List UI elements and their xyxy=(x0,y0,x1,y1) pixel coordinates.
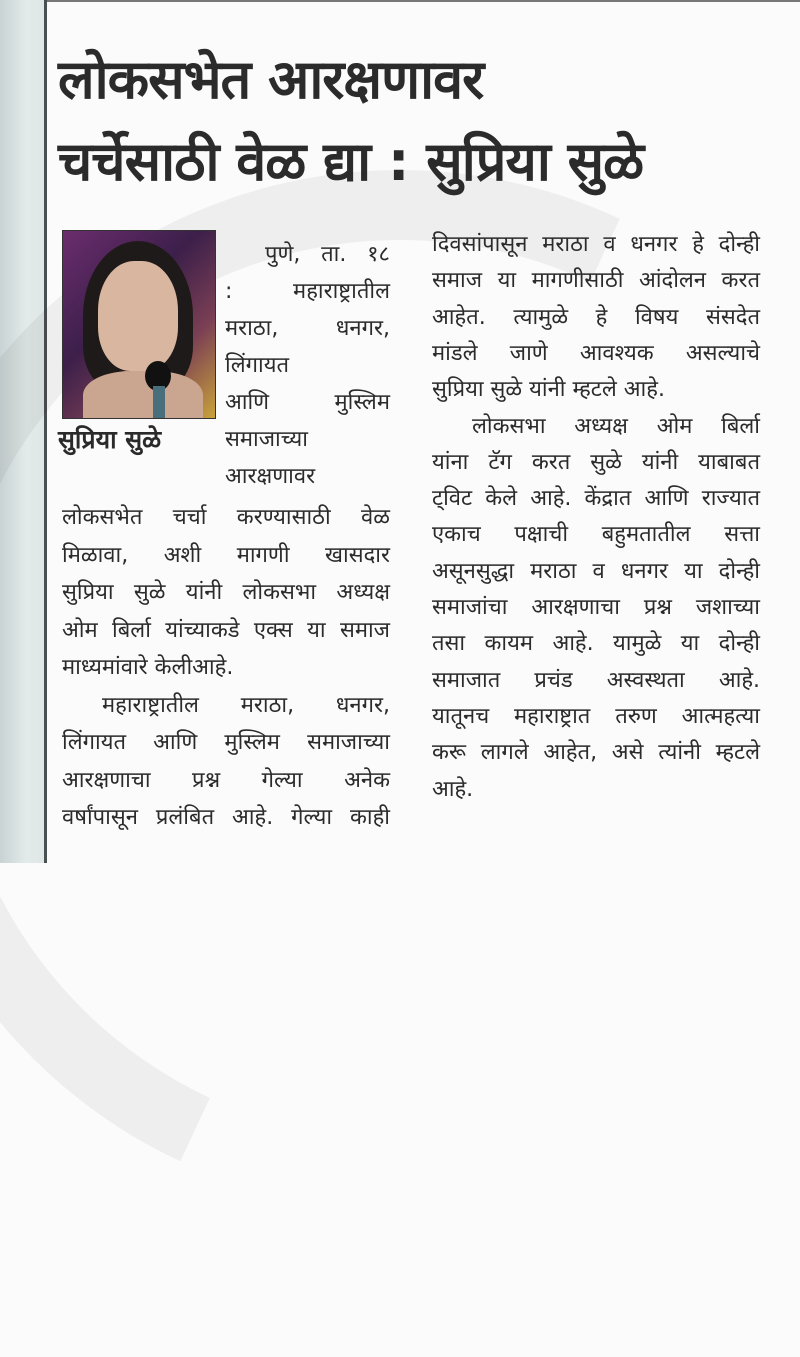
left-margin-strip xyxy=(0,0,44,863)
article-line: यांना टॅग करत सुळे यांनी याबाबत xyxy=(432,449,760,475)
article-line: करू लागले आहेत, असे त्यांनी म्हटले xyxy=(432,740,760,766)
article-line: सुप्रिया सुळे यांनी लोकसभा अध्यक्ष xyxy=(62,580,390,605)
article-line: समाजाच्या xyxy=(225,427,308,452)
article-line: वर्षांपासून प्रलंबित आहे. गेल्या काही xyxy=(62,805,390,830)
article-line: मांडले जाणे आवश्यक असल्याचे xyxy=(432,340,760,366)
article-line: ओम बिर्ला यांच्याकडे एक्स या समाज xyxy=(62,617,390,643)
article-line: महाराष्ट्रातील मराठा, धनगर, xyxy=(102,692,390,718)
article-line: आरक्षणाचा प्रश्न गेल्या अनेक xyxy=(62,767,390,793)
article-line: सुप्रिया सुळे यांनी म्हटले आहे. xyxy=(432,377,665,403)
article-line: तसा कायम आहे. यामुळे या दोन्ही xyxy=(432,631,760,657)
article-line: मिळावा, अशी मागणी खासदार xyxy=(62,542,390,568)
article-line: समाजात प्रचंड अस्वस्थता आहे. xyxy=(432,667,760,693)
headline-line-2: चर्चेसाठी वेळ द्या : सुप्रिया सुळे xyxy=(58,130,644,193)
column-rule xyxy=(44,0,47,863)
article-line: आहे. xyxy=(432,776,474,802)
article-line: ट्विट केले आहे. केंद्रात आणि राज्यात xyxy=(432,486,760,512)
article-line: लोकसभा अध्यक्ष ओम बिर्ला xyxy=(472,413,760,439)
top-rule xyxy=(47,0,800,2)
photo-caption: सुप्रिया सुळे xyxy=(58,425,162,454)
article-line: समाज या मागणीसाठी आंदोलन करत xyxy=(432,268,760,294)
article-line: लिंगायत आणि मुस्लिम समाजाच्या xyxy=(62,730,390,755)
article-line: लोकसभेत चर्चा करण्यासाठी वेळ xyxy=(62,505,390,530)
article-line: पुणे, ता. १८ xyxy=(265,242,390,267)
article-line: मराठा, धनगर, xyxy=(225,316,390,341)
article-line: लिंगायत xyxy=(225,353,289,378)
article-line: यातूनच महाराष्ट्रात तरुण आत्महत्या xyxy=(432,703,760,729)
article-line: आणि मुस्लिम xyxy=(225,390,390,415)
article-line: असूनसुद्धा मराठा व धनगर या दोन्ही xyxy=(432,558,760,584)
headline-line-1: लोकसभेत आरक्षणावर xyxy=(58,48,484,111)
article-line: आहेत. त्यामुळे हे विषय संसदेत xyxy=(432,304,760,330)
article-line: आरक्षणावर xyxy=(225,464,316,489)
portrait-photo xyxy=(62,230,216,419)
article-line: दिवसांपासून मराठा व धनगर हे दोन्ही xyxy=(432,232,760,257)
article-line: समाजांचा आरक्षणाचा प्रश्न जशाच्या xyxy=(432,595,760,620)
article-line: : महाराष्ट्रातील xyxy=(225,279,390,304)
article-line: एकाच पक्षाची बहुमतातील सत्ता xyxy=(432,522,760,548)
article-line: माध्यमांवारे केलीआहे. xyxy=(62,655,234,680)
